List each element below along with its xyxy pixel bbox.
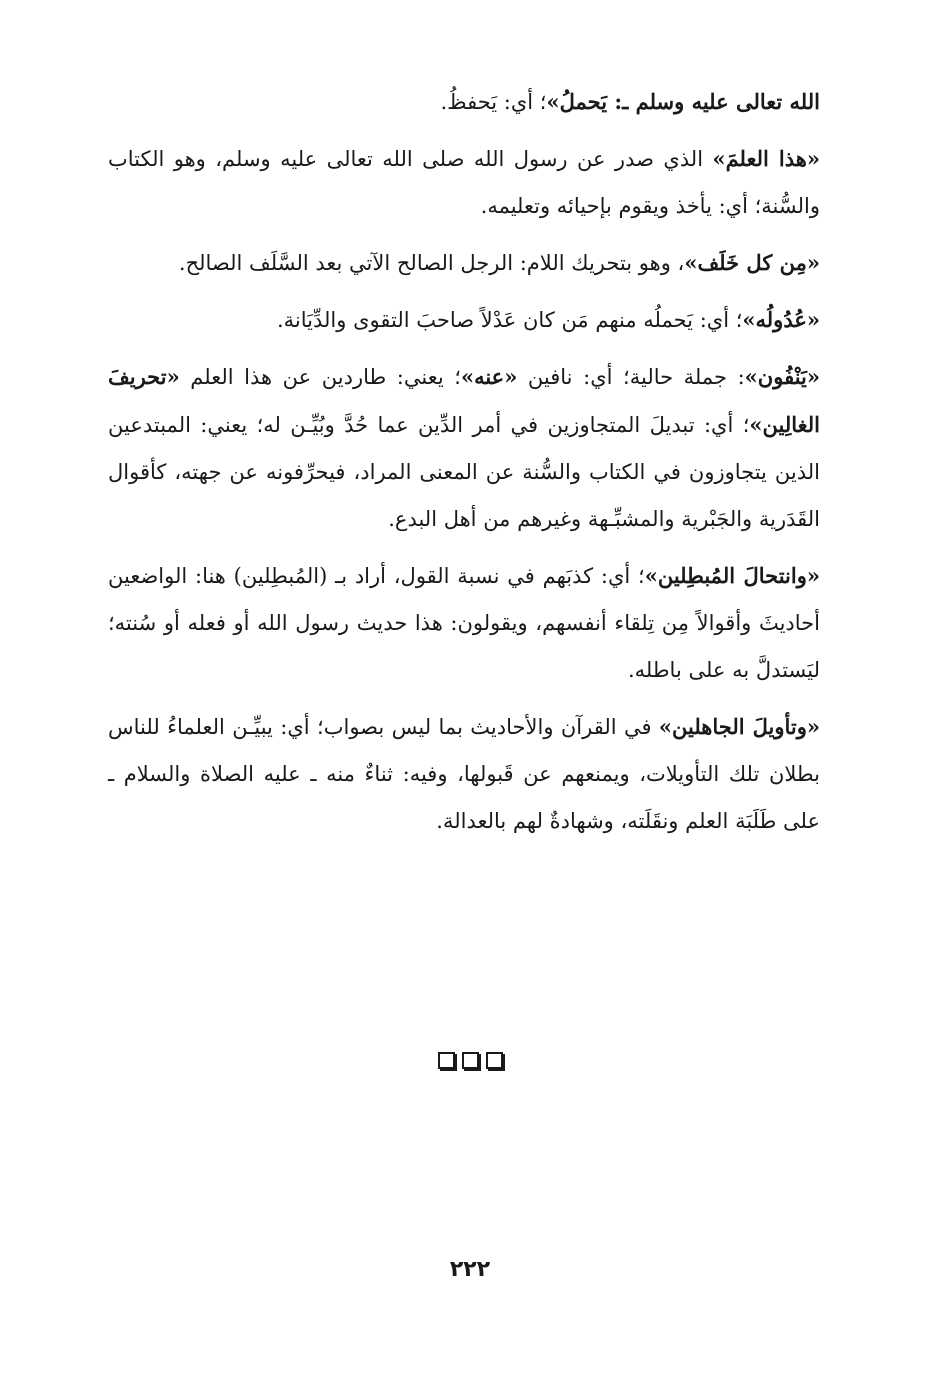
text-segment: ، وهو بتحريك اللام: الرجل الصالح الآتي بعد السَّلَف الصالح. xyxy=(178,251,685,275)
bold-segment: «وانتحالَ المُبطِلين» xyxy=(644,563,820,588)
bold-segment: «يَنْفُون» xyxy=(744,364,820,389)
text-segment: : جملة حالية؛ أي: نافين xyxy=(517,365,745,389)
page-number: ٢٢٢ xyxy=(449,1257,491,1282)
paragraph-1 xyxy=(108,78,820,126)
text-segment: ؛ أي: كذبَهم في نسبة القول، أراد بـ (المُبطِلين) هنا: الواضعين أحاديثَ وأقوالاً مِن تِلقاء أنفسهم، ويقولون: هذا حديث رسول الله أو فعله أو سُنته؛ ليَستدلَّ به على باطله. xyxy=(108,564,820,682)
bold-segment: «هذا العلمَ» xyxy=(712,146,820,171)
paragraph-5 xyxy=(108,353,820,543)
text-segment: ؛ يعني: طاردين عن هذا العلم xyxy=(179,365,461,389)
text-segment: الذي صدر عن رسول الله صلى الله تعالى عليه وسلم، وهو الكتاب والسُّنة؛ أي: يأخذ ويقوم بإحيائه وتعليمه. xyxy=(108,147,820,218)
text-segment: في القرآن والأحاديث بما ليس بصواب؛ أي: يبيِّـن العلماءُ للناس بطلان تلك التأويلات، ويمنعهم عن قَبولها، وفيه: ثناءٌ منه ـ عليه الصلاة والسلام ـ على طَلَبَة العلم ونقَلَته، وشهادةٌ لهم بالعدالة. xyxy=(108,715,820,833)
paragraph-7 xyxy=(108,703,820,845)
bold-segment: «وتأويلَ الجاهلين» xyxy=(658,714,820,739)
text-segment: ؛ أي: يَحملُه منهم مَن كان عَدْلاً صاحبَ التقوى والدِّيَانة. xyxy=(276,308,743,332)
divider-square-icon xyxy=(462,1052,479,1069)
bold-segment: «عُدُولُه» xyxy=(742,307,820,332)
paragraph-3 xyxy=(108,239,820,287)
text-segment: ؛ أي: يَحفظُ. xyxy=(440,90,547,114)
body-text xyxy=(108,78,820,854)
divider-square-icon xyxy=(438,1052,455,1069)
text-segment: ؛ أي: تبديلَ المتجاوزين في أمر الدِّين عما حُدَّ وبُيِّـن له؛ يعني: المبتدعين الذين يتجاوزون في الكتاب والسُّنة عن المعنى المراد، فيحرِّفونه عن جهته، كأقوال القَدَرية والجَبْرية والمشبِّـهة وغيرهم من أهل البدع. xyxy=(108,413,820,531)
paragraph-2 xyxy=(108,135,820,230)
divider-square-icon xyxy=(486,1052,503,1069)
bold-segment: يَحملُ» xyxy=(546,89,608,114)
bold-segment: الله تعالى عليه وسلم ـ: xyxy=(607,89,820,114)
paragraph-6 xyxy=(108,552,820,694)
bold-segment: «عنه» xyxy=(460,364,518,389)
section-divider xyxy=(0,1052,940,1069)
bold-segment: «مِن كل خَلَف» xyxy=(684,250,820,275)
bold-segment: «تحريفَ الغالِين» xyxy=(108,364,820,437)
paragraph-4 xyxy=(108,296,820,344)
